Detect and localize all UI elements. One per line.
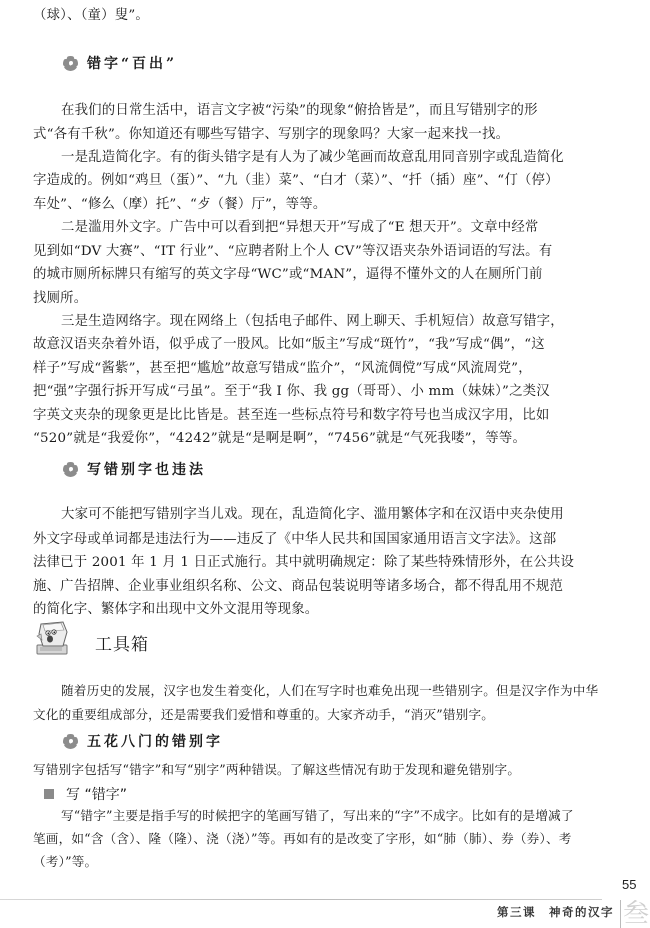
- paragraph-line: “520”就是“我爱你”，“4242”就是“是啊是啊”，“7456”就是“气死我喽”，等等。: [33, 431, 527, 446]
- paragraph-line: 文化的重要组成部分，还是需要我们爱惜和尊重的。大家齐动手，“消灭”错别字。: [33, 707, 495, 722]
- paragraph-line: 外文字母或单词都是违法行为——违反了《中华人民共和国国家通用语言文字法》。这部: [33, 532, 557, 547]
- section-heading-illegal: [63, 458, 206, 480]
- paragraph-line: 的简化字、繁体字和出现中文外文混用等现象。: [33, 602, 319, 617]
- paragraph-line: 法律已于 2001 年 1 月 1 日正式施行。其中就明确规定：除了某些特殊情形外，在公共设: [33, 555, 575, 570]
- paragraph-line: 三是生造网络字。现在网络上（包括电子邮件、网上聊天、手机短信）故意写错字，: [61, 314, 564, 329]
- paragraph-line: 式“各有千秋”。你知道还有哪些写错字、写别字的现象吗？大家一起来找一找。: [33, 127, 510, 142]
- square-bullet-icon: [44, 789, 54, 799]
- paragraph-line: 见到如“DV 大赛”、“IT 行业”、“应聘者附上个人 CV”等汉语夹杂外语词语的写法。有: [33, 244, 553, 259]
- paragraph-line: 的城市厕所标牌只有缩写的英文字母“WC”或“MAN”，逼得不懂外文的人在厕所门前: [33, 267, 543, 282]
- heading-text: 写错别字也违法: [87, 462, 206, 478]
- toolbox-header: [33, 618, 149, 656]
- paragraph-line: 字英文夹杂的现象更是比比皆是。甚至连一些标点符号和数字符号也当成汉字用，比如: [33, 408, 550, 423]
- toolbox-title: 工具箱: [95, 634, 149, 655]
- section-heading-errors: [63, 52, 177, 74]
- page-number: 55: [622, 877, 637, 892]
- flower-icon: [63, 56, 78, 71]
- heading-text: 错字“百出”: [87, 56, 178, 72]
- sub-heading-wrong-characters: [44, 784, 127, 804]
- section-heading-varieties: [63, 730, 223, 752]
- intro-line: 写错别字包括写“错字”和写“别字”两种错误。了解这些情况有助于发现和避免错别字。: [33, 762, 521, 777]
- paragraph-line: 写“错字”主要是指手写的时候把字的笔画写错了，写出来的“字”不成字。比如有的是增减了: [61, 808, 574, 823]
- lesson-label: 第三课 神奇的汉字: [497, 905, 614, 919]
- heading-text: 五花八门的错别字: [87, 734, 223, 750]
- toolbox-mascot-icon: [33, 618, 73, 656]
- sub-heading-text: 写 “错字”: [66, 787, 127, 803]
- paragraph-line: 字造成的。例如“鸡旦（蛋）”、“九（韭）菜”、“白才（菜）”、“扦（插）座”、“仃（停）: [33, 173, 559, 188]
- paragraph-line: 二是滥用外文字。广告中可以看到把“异想天开”写成了“E 想天开”。文章中经常: [61, 220, 539, 235]
- paragraph-line: 随着历史的发展，汉字也发生着变化，人们在写字时也难免出现一些错别字。但是汉字作为中华: [61, 683, 599, 698]
- flower-icon: [63, 462, 78, 477]
- lesson-number-glyph: 叁: [620, 900, 650, 928]
- flower-icon: [63, 734, 78, 749]
- paragraph-line: 把“强”字强行拆开写成“弓虽”。至于“我 I 你、我 gg（哥哥）、小 mm（妹妹）”之类汉: [33, 384, 550, 399]
- paragraph-line: 施、广告招牌、企业事业组织名称、公文、商品包装说明等诸多场合，都不得乱用不规范: [33, 579, 564, 594]
- paragraph-line: 大家可不能把写错别字当儿戏。现在，乱造简化字、滥用繁体字和在汉语中夹杂使用: [61, 507, 564, 522]
- continuation-line: （球）、（童）叟”。: [33, 8, 149, 23]
- paragraph-line: 样子”写成“酱紫”，甚至把“尴尬”故意写错成“监介”，“风流倜傥”写成“风流周党”，: [33, 361, 532, 376]
- footer-divider: [0, 899, 602, 900]
- paragraph-line: 找厕所。: [33, 291, 88, 306]
- paragraph-line: 在我们的日常生活中，语言文字被“污染”的现象“俯拾皆是”，而且写错别字的形: [61, 103, 538, 118]
- paragraph-line: 一是乱造简化字。有的街头错字是有人为了减少笔画而故意乱用同音别字或乱造简化: [61, 150, 564, 165]
- paragraph-line: 车处”、“修么（摩）托”、“歺（餐）厅”，等等。: [33, 197, 327, 212]
- paragraph-line: 故意汉语夹杂着外语，似乎成了一股风。比如“版主”写成“斑竹”，“我”写成“偶”，“这: [33, 337, 545, 352]
- paragraph-line: （考）”等。: [33, 854, 98, 869]
- paragraph-line: 笔画，如“含（含）、隆（隆）、浇（浇）”等。再如有的是改变了字形，如“肺（肺）、券（券）、考: [33, 831, 572, 846]
